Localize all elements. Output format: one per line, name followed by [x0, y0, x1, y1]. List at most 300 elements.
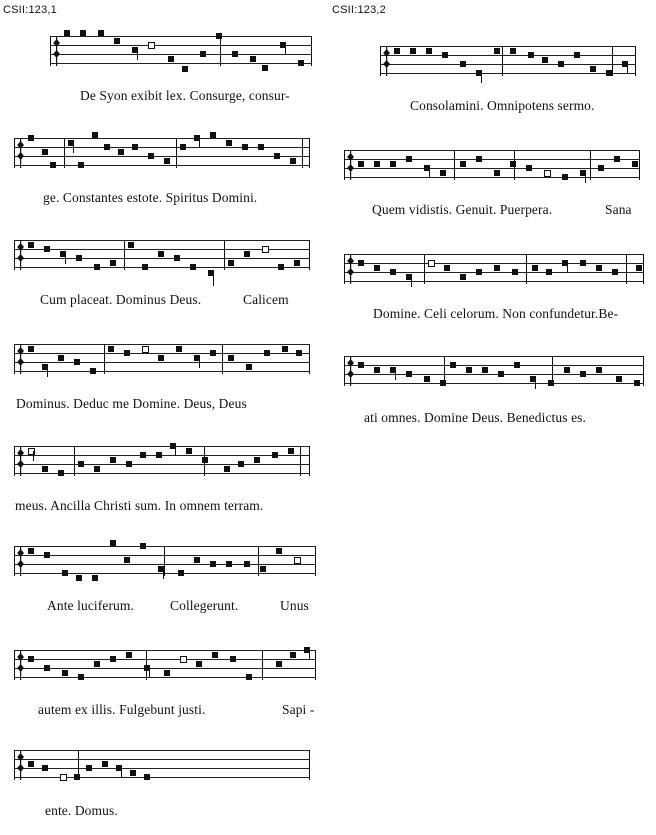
neume-note — [290, 652, 296, 658]
neume-note — [476, 156, 482, 162]
note-stem — [429, 168, 430, 178]
neume-note — [244, 251, 250, 257]
neume-note — [90, 368, 96, 374]
neume-note — [74, 774, 80, 780]
bar-line — [526, 254, 527, 284]
neume-note — [544, 170, 551, 177]
neume-note — [186, 448, 192, 454]
neume-note — [482, 367, 488, 373]
staff-start-line — [14, 344, 15, 374]
neume-note — [176, 346, 182, 352]
neume-note — [78, 162, 84, 168]
lyric-right-1: Consolamini. Omnipotens sermo. — [410, 98, 595, 113]
note-stem — [163, 569, 164, 579]
staff-line — [14, 455, 310, 456]
neume-note — [28, 548, 34, 554]
neume-note — [78, 674, 84, 680]
neume-note — [294, 557, 301, 564]
neume-note — [514, 362, 520, 368]
lyric-left-3: Cum placeat. Dominus Deus. — [40, 292, 202, 307]
neume-note — [148, 153, 154, 159]
staff-end-line — [309, 750, 310, 780]
staff-line — [344, 168, 640, 169]
neume-note — [580, 260, 586, 266]
neume-note — [298, 60, 304, 66]
neume-note — [494, 170, 500, 176]
neume-note — [358, 362, 364, 368]
staff-right-4 — [344, 356, 644, 386]
note-stem — [567, 263, 568, 273]
staff-line — [14, 138, 310, 139]
neume-note — [92, 575, 98, 581]
neume-note — [512, 269, 518, 275]
neume-note — [142, 264, 148, 270]
neume-note — [290, 158, 296, 164]
neume-note — [440, 380, 446, 386]
neume-note — [62, 570, 68, 576]
staff-left-2 — [14, 138, 310, 168]
neume-note — [526, 165, 532, 171]
neume-note — [28, 656, 34, 662]
neume-note — [110, 260, 116, 266]
neume-note — [250, 56, 256, 62]
neume-note — [276, 548, 282, 554]
neume-note — [616, 376, 622, 382]
neume-note — [450, 362, 456, 368]
bar-line — [302, 138, 303, 168]
bar-line — [64, 138, 65, 168]
staff-line — [14, 258, 310, 259]
neume-note — [636, 265, 642, 271]
note-stem — [137, 50, 138, 60]
staff-line — [344, 254, 644, 255]
staff-left-5 — [14, 446, 310, 476]
neume-note — [180, 144, 186, 150]
neume-note — [230, 656, 236, 662]
neume-note — [92, 132, 98, 138]
neume-note — [200, 51, 206, 57]
neume-note — [440, 170, 446, 176]
neume-note — [60, 774, 67, 781]
note-stem — [535, 379, 536, 389]
bar-line — [124, 240, 125, 270]
lyric-left-2: ge. Constantes estote. Spiritus Domini. — [43, 190, 258, 205]
neume-note — [130, 770, 136, 776]
neume-note — [282, 346, 288, 352]
lyric-left-7: autem ex illis. Fulgebunt justi. — [38, 702, 206, 717]
neume-note — [262, 65, 268, 71]
staff-line — [14, 677, 316, 678]
staff-line — [14, 464, 310, 465]
neume-note — [532, 265, 538, 271]
neume-note — [374, 161, 380, 167]
staff-start-line — [344, 150, 345, 180]
neume-note — [156, 452, 162, 458]
neume-note — [58, 470, 64, 476]
neume-note — [262, 246, 269, 253]
neume-note — [94, 661, 100, 667]
neume-note — [110, 457, 116, 463]
neume-note — [260, 566, 266, 572]
neume-note — [558, 61, 564, 67]
neume-note — [374, 367, 380, 373]
staff-line — [14, 573, 316, 574]
neume-note — [144, 774, 150, 780]
staff-line — [344, 374, 644, 375]
lyric-left-3b: Calicem — [243, 292, 289, 307]
staff-line — [380, 73, 636, 74]
neume-note — [140, 543, 146, 549]
staff-left-8 — [14, 750, 310, 780]
neume-note — [228, 260, 234, 266]
neume-note — [190, 264, 196, 270]
staff-end-line — [635, 46, 636, 76]
neume-note — [196, 661, 202, 667]
neume-note — [124, 350, 130, 356]
neume-note — [28, 346, 34, 352]
note-stem — [199, 138, 200, 148]
neume-note — [358, 161, 364, 167]
neume-note — [476, 269, 482, 275]
neume-note — [86, 765, 92, 771]
bar-line — [454, 150, 455, 180]
clef-icon — [52, 36, 62, 66]
neume-note — [596, 265, 602, 271]
neume-note — [168, 56, 174, 62]
header-left: CSII:123,1 — [3, 4, 57, 16]
bar-line — [502, 46, 503, 76]
staff-line — [14, 750, 310, 751]
neume-note — [104, 144, 110, 150]
neume-note — [142, 346, 149, 353]
neume-note — [288, 448, 294, 454]
neume-note — [612, 269, 618, 275]
bar-line — [164, 546, 165, 576]
neume-note — [180, 656, 187, 663]
bar-line — [104, 344, 105, 374]
staff-line — [50, 63, 312, 64]
neume-note — [118, 149, 124, 155]
neume-note — [244, 561, 250, 567]
neume-note — [232, 51, 238, 57]
neume-note — [58, 355, 64, 361]
clef-icon — [16, 650, 26, 680]
neume-note — [460, 274, 466, 280]
neume-note — [182, 66, 188, 72]
neume-note — [98, 30, 104, 36]
neume-note — [562, 174, 568, 180]
staff-start-line — [14, 750, 15, 780]
staff-end-line — [643, 356, 644, 386]
staff-line — [14, 768, 310, 769]
neume-note — [110, 656, 116, 662]
neume-note — [110, 540, 116, 546]
staff-end-line — [311, 36, 312, 66]
neume-note — [94, 466, 100, 472]
staff-line — [50, 45, 312, 46]
neume-note — [158, 251, 164, 257]
note-stem — [121, 768, 122, 778]
neume-note — [76, 255, 82, 261]
neume-note — [274, 153, 280, 159]
neume-note — [228, 355, 234, 361]
neume-note — [64, 30, 70, 36]
neume-note — [254, 457, 260, 463]
neume-note — [202, 457, 208, 463]
staff-line — [14, 659, 316, 660]
staff-left-3 — [14, 240, 310, 270]
clef-icon — [16, 240, 26, 270]
staff-line — [14, 240, 310, 241]
clef-icon — [16, 344, 26, 374]
neume-note — [406, 371, 412, 377]
staff-start-line — [380, 46, 381, 76]
staff-start-line — [14, 546, 15, 576]
neume-note — [466, 367, 472, 373]
staff-left-4 — [14, 344, 310, 374]
neume-note — [178, 570, 184, 576]
neume-note — [210, 132, 216, 138]
staff-line — [14, 147, 310, 148]
staff-start-line — [344, 356, 345, 386]
neume-note — [174, 255, 180, 261]
bar-line — [262, 650, 263, 680]
neume-note — [44, 665, 50, 671]
neume-note — [294, 260, 300, 266]
staff-line — [14, 555, 316, 556]
staff-line — [14, 362, 310, 363]
neume-note — [460, 61, 466, 67]
neume-note — [128, 242, 134, 248]
staff-line — [50, 36, 312, 37]
bar-line — [224, 240, 225, 270]
neume-note — [148, 42, 155, 49]
neume-note — [44, 552, 50, 558]
neume-note — [276, 661, 282, 667]
note-stem — [481, 73, 482, 83]
note-stem — [213, 276, 214, 286]
neume-note — [28, 242, 34, 248]
lyric-right-2b: Sana — [605, 202, 632, 217]
lyric-left-6b: Collegerunt. — [170, 598, 239, 613]
neume-note — [278, 264, 284, 270]
staff-line — [14, 650, 316, 651]
note-stem — [411, 277, 412, 287]
staff-line — [380, 64, 636, 65]
clef-icon — [346, 150, 356, 180]
neume-note — [164, 670, 170, 676]
staff-line — [14, 165, 310, 166]
staff-line — [14, 759, 310, 760]
clef-icon — [16, 446, 26, 476]
neume-note — [390, 269, 396, 275]
lyric-left-5: meus. Ancilla Christi sum. In omnem terram. — [15, 498, 264, 513]
neume-note — [216, 33, 222, 39]
note-stem — [627, 64, 628, 74]
neume-note — [494, 48, 500, 54]
neume-note — [210, 350, 216, 356]
neume-note — [42, 149, 48, 155]
neume-note — [410, 48, 416, 54]
lyric-left-1: De Syon exibit lex. Consurge, consur- — [80, 88, 290, 103]
neume-note — [394, 48, 400, 54]
staff-start-line — [50, 36, 51, 66]
staff-line — [344, 159, 640, 160]
header-right: CSII:123,2 — [332, 4, 386, 16]
neume-note — [498, 371, 504, 377]
lyric-left-6c: Unus — [280, 598, 309, 613]
staff-line — [344, 356, 644, 357]
bar-line — [590, 150, 591, 180]
staff-start-line — [14, 240, 15, 270]
neume-note — [62, 670, 68, 676]
staff-line — [380, 46, 636, 47]
neume-note — [598, 165, 604, 171]
staff-start-line — [344, 254, 345, 284]
neume-note — [194, 557, 200, 563]
staff-line — [14, 267, 310, 268]
bar-line — [626, 254, 627, 284]
neume-note — [424, 376, 430, 382]
staff-line — [14, 156, 310, 157]
neume-note — [44, 246, 50, 252]
neume-note — [28, 761, 34, 767]
clef-icon — [382, 46, 392, 76]
neume-note — [246, 364, 252, 370]
staff-right-3 — [344, 254, 644, 284]
bar-line — [258, 546, 259, 576]
staff-line — [380, 55, 636, 56]
neume-note — [94, 264, 100, 270]
neume-note — [242, 144, 248, 150]
neume-note — [74, 359, 80, 365]
staff-line — [14, 344, 310, 345]
neume-note — [632, 161, 638, 167]
neume-note — [124, 557, 130, 563]
neume-note — [272, 452, 278, 458]
staff-end-line — [315, 546, 316, 576]
staff-line — [344, 177, 640, 178]
staff-line — [50, 54, 312, 55]
staff-right-2 — [344, 150, 640, 180]
neume-note — [510, 161, 516, 167]
staff-start-line — [14, 138, 15, 168]
staff-right-1 — [380, 46, 636, 76]
lyric-left-8: ente. Domus. — [45, 803, 118, 818]
note-stem — [65, 254, 66, 264]
neume-note — [296, 350, 302, 356]
neume-note — [460, 161, 466, 167]
neume-note — [28, 135, 34, 141]
note-stem — [395, 370, 396, 380]
neume-note — [246, 674, 252, 680]
bar-line — [424, 254, 425, 284]
staff-start-line — [14, 446, 15, 476]
note-stem — [73, 143, 74, 153]
staff-end-line — [309, 138, 310, 168]
neume-note — [542, 57, 548, 63]
staff-end-line — [643, 254, 644, 284]
lyric-left-6a: Ante luciferum. — [47, 598, 134, 613]
neume-note — [546, 269, 552, 275]
note-stem — [47, 367, 48, 377]
neume-note — [510, 48, 516, 54]
lyric-right-3: Domine. Celi celorum. Non confundetur.Be- — [373, 306, 619, 321]
note-stem — [149, 668, 150, 678]
neume-note — [132, 144, 138, 150]
staff-left-6 — [14, 546, 316, 576]
note-stem — [175, 446, 176, 456]
lyric-left-7b: Sapi - — [282, 702, 315, 717]
staff-line — [344, 383, 644, 384]
staff-line — [344, 150, 640, 151]
neume-note — [574, 52, 580, 58]
neume-note — [258, 144, 264, 150]
neume-note — [238, 461, 244, 467]
bar-line — [176, 138, 177, 168]
neume-note — [50, 162, 56, 168]
staff-left-7 — [14, 650, 316, 680]
staff-line — [344, 272, 644, 273]
neume-note — [528, 52, 534, 58]
neume-note — [102, 761, 108, 767]
neume-note — [596, 367, 602, 373]
clef-icon — [346, 356, 356, 386]
staff-line — [14, 564, 316, 565]
neume-note — [390, 161, 396, 167]
neume-note — [226, 140, 232, 146]
neume-note — [548, 380, 554, 386]
neume-note — [126, 461, 132, 467]
neume-note — [114, 38, 120, 44]
lyric-left-4: Dominus. Deduc me Domine. Deus, Deus — [16, 396, 247, 411]
clef-icon — [16, 138, 26, 168]
neume-note — [634, 380, 640, 386]
neume-note — [78, 461, 84, 467]
neume-note — [224, 466, 230, 472]
neume-note — [428, 260, 435, 267]
neume-note — [108, 346, 114, 352]
bar-line — [300, 446, 301, 476]
note-stem — [199, 358, 200, 368]
bar-line — [222, 344, 223, 374]
staff-end-line — [639, 150, 640, 180]
staff-line — [14, 446, 310, 447]
neume-note — [140, 452, 146, 458]
staff-end-line — [315, 650, 316, 680]
neume-note — [42, 466, 48, 472]
neume-note — [442, 52, 448, 58]
staff-left-1 — [50, 36, 312, 66]
lyric-right-2a: Quem vidistis. Genuit. Puerpera. — [372, 202, 553, 217]
note-stem — [33, 451, 34, 461]
neume-note — [444, 265, 450, 271]
bar-line — [612, 46, 613, 76]
clef-icon — [346, 254, 356, 284]
clef-icon — [16, 750, 26, 780]
neume-note — [226, 561, 232, 567]
neume-note — [374, 265, 380, 271]
neume-note — [494, 265, 500, 271]
neume-note — [590, 66, 596, 72]
note-stem — [585, 173, 586, 183]
neume-note — [126, 652, 132, 658]
staff-end-line — [309, 240, 310, 270]
neume-note — [76, 575, 82, 581]
neume-note — [580, 371, 586, 377]
neume-note — [564, 367, 570, 373]
neume-note — [264, 350, 270, 356]
